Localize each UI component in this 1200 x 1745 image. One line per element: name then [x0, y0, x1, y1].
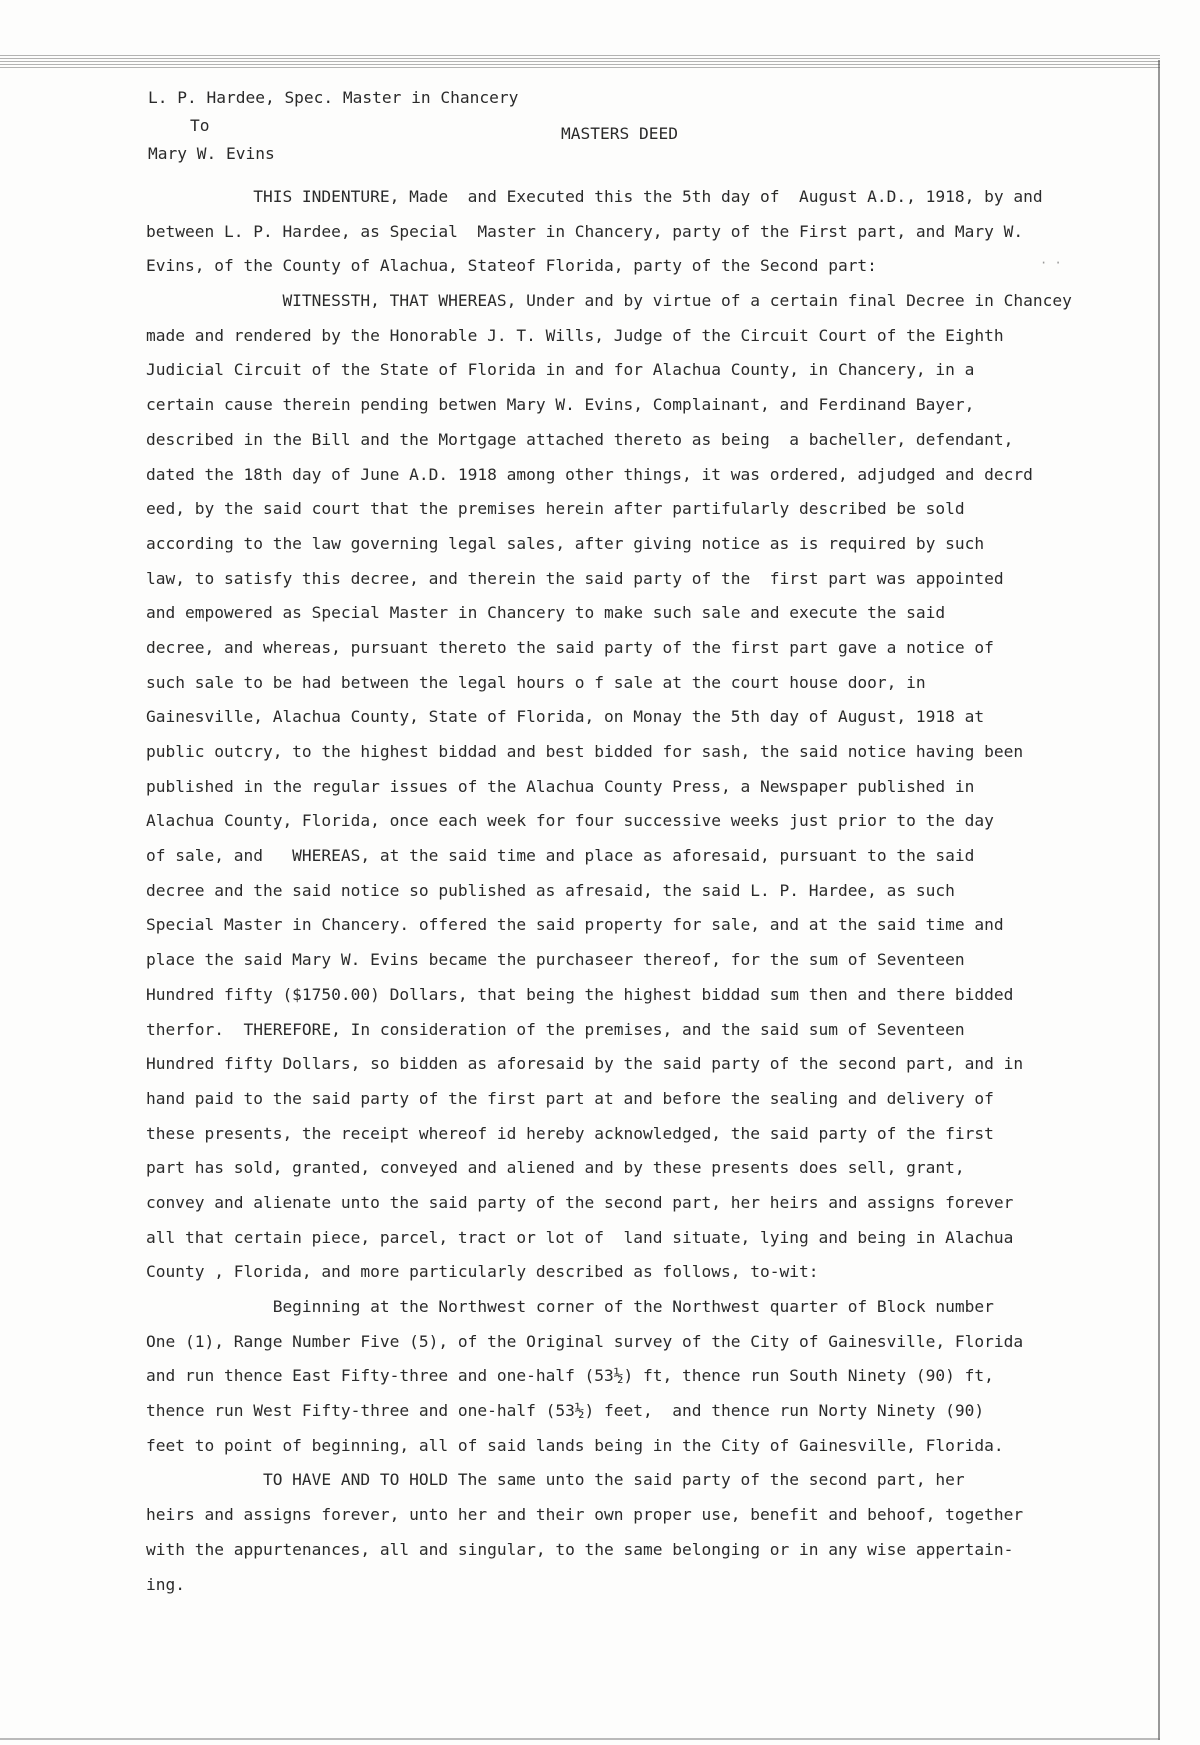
deed-text-line: between L. P. Hardee, as Special Master in Chancery, party of the First part, and Mary W. [146, 221, 1024, 241]
deed-text-line: County , Florida, and more particularly described as follows, to-wit: [146, 1262, 819, 1282]
grantor-line: L. P. Hardee, Spec. Master in Chancery [148, 88, 519, 107]
deed-text-line: therfor. THEREFORE, In consideration of the premises, and the said sum of Seventeen [146, 1019, 965, 1039]
grantee-line: Mary W. Evins [148, 144, 275, 163]
page-bottom-edge [0, 1738, 1160, 1740]
deed-text-line: eed, by the said court that the premises herein after partifularly described be sold [146, 499, 965, 519]
deed-text-line: public outcry, to the highest biddad and best bidded for sash, the said notice having been [146, 742, 1024, 761]
deed-body [146, 180, 1106, 1602]
page-right-edge [1158, 60, 1160, 1740]
deed-text-line: according to the law governing legal sales, after giving notice as is required by such [146, 533, 985, 553]
deed-text-line: feet to point of beginning, all of said lands being in the City of Gainesville, Florida. [146, 1435, 1004, 1455]
deed-text-line: made and rendered by the Honorable J. T. Wills, Judge of the Circuit Court of the Eighth [146, 325, 1004, 345]
deed-text-line: with the appurtenances, all and singular, to the same belonging or in any wise appertain- [146, 1539, 1014, 1559]
deed-text-line: Judicial Circuit of the State of Florida in and for Alachua County, in Chancery, in a [146, 360, 975, 380]
deed-text-line: TO HAVE AND TO HOLD The same unto the said party of the second part, her [146, 1470, 965, 1490]
to-line: To [190, 116, 210, 135]
deed-text-line: place the said Mary W. Evins became the purchaseer thereof, for the sum of Seventeen [146, 950, 965, 970]
deed-text-line: One (1), Range Number Five (5), of the Original survey of the City of Gainesville, Florida [146, 1331, 1024, 1351]
top-ruled-band [0, 55, 1160, 69]
deed-text-line: thence run West Fifty-three and one-half (53½) feet, and thence run Norty Ninety (90) [146, 1401, 985, 1421]
deed-text-line: Gainesville, Alachua County, State of Florida, on Monay the 5th day of August, 1918 at [146, 707, 985, 727]
deed-text-line: part has sold, granted, conveyed and aliened and by these presents does sell, grant, [146, 1158, 965, 1178]
deed-text-line: Evins, of the County of Alachua, Stateof Florida, party of the Second part: [146, 256, 877, 276]
deed-text-line: described in the Bill and the Mortgage attached thereto as being a bacheller, defendant, [146, 429, 1014, 449]
deed-text-line: THIS INDENTURE, Made and Executed this the 5th day of August A.D., 1918, by and [146, 187, 1043, 206]
deed-text-line: Hundred fifty Dollars, so bidden as aforesaid by the said party of the second part, and in [146, 1054, 1024, 1074]
deed-text-line: such sale to be had between the legal hours o f sale at the court house door, in [146, 672, 926, 692]
deed-text-line: law, to satisfy this decree, and therein the said party of the first part was appointed [146, 568, 1004, 588]
deed-text-line: and run thence East Fifty-three and one-half (53½) ft, thence run South Ninety (90) ft, [146, 1366, 994, 1386]
stray-mark: · · [1040, 256, 1062, 270]
deed-text-line: hand paid to the said party of the first part at and before the sealing and delivery of [146, 1088, 994, 1108]
deed-text-line: convey and alienate unto the said party of the second part, her heirs and assigns forever [146, 1192, 1014, 1212]
deed-text-line: published in the regular issues of the Alachua County Press, a Newspaper published in [146, 776, 975, 796]
deed-text-line: certain cause therein pending betwen Mary W. Evins, Complainant, and Ferdinand Bayer, [146, 395, 975, 415]
deed-text-line: Alachua County, Florida, once each week for four successive weeks just prior to the day [146, 811, 994, 831]
deed-text-line: and empowered as Special Master in Chancery to make such sale and execute the said [146, 603, 946, 623]
deed-parties-header [148, 84, 518, 168]
deed-text-line: ing. [146, 1574, 185, 1594]
document-title: MASTERS DEED [561, 124, 678, 143]
deed-text-line: heirs and assigns forever, unto her and their own proper use, benefit and behoof, together [146, 1505, 1024, 1525]
deed-text-line: of sale, and WHEREAS, at the said time and place as aforesaid, pursuant to the said [146, 846, 975, 866]
deed-text-line: Beginning at the Northwest corner of the Northwest quarter of Block number [146, 1297, 994, 1316]
deed-text-line: WITNESSTH, THAT WHEREAS, Under and by virtue of a certain final Decree in Chancey [146, 291, 1072, 311]
deed-text-line: decree, and whereas, pursuant thereto the said party of the first part gave a notice of [146, 637, 994, 657]
deed-text-line: dated the 18th day of June A.D. 1918 among other things, it was ordered, adjudged and decrd [146, 464, 1033, 484]
deed-text-line: Special Master in Chancery. offered the said property for sale, and at the said time and [146, 915, 1004, 935]
deed-text-line: all that certain piece, parcel, tract or lot of land situate, lying and being in Alachua [146, 1227, 1014, 1247]
deed-text-line: Hundred fifty ($1750.00) Dollars, that being the highest biddad sum then and there bidded [146, 984, 1014, 1004]
deed-text-line: decree and the said notice so published as afresaid, the said L. P. Hardee, as such [146, 880, 955, 900]
deed-text-line: these presents, the receipt whereof id hereby acknowledged, the said party of the first [146, 1123, 994, 1143]
